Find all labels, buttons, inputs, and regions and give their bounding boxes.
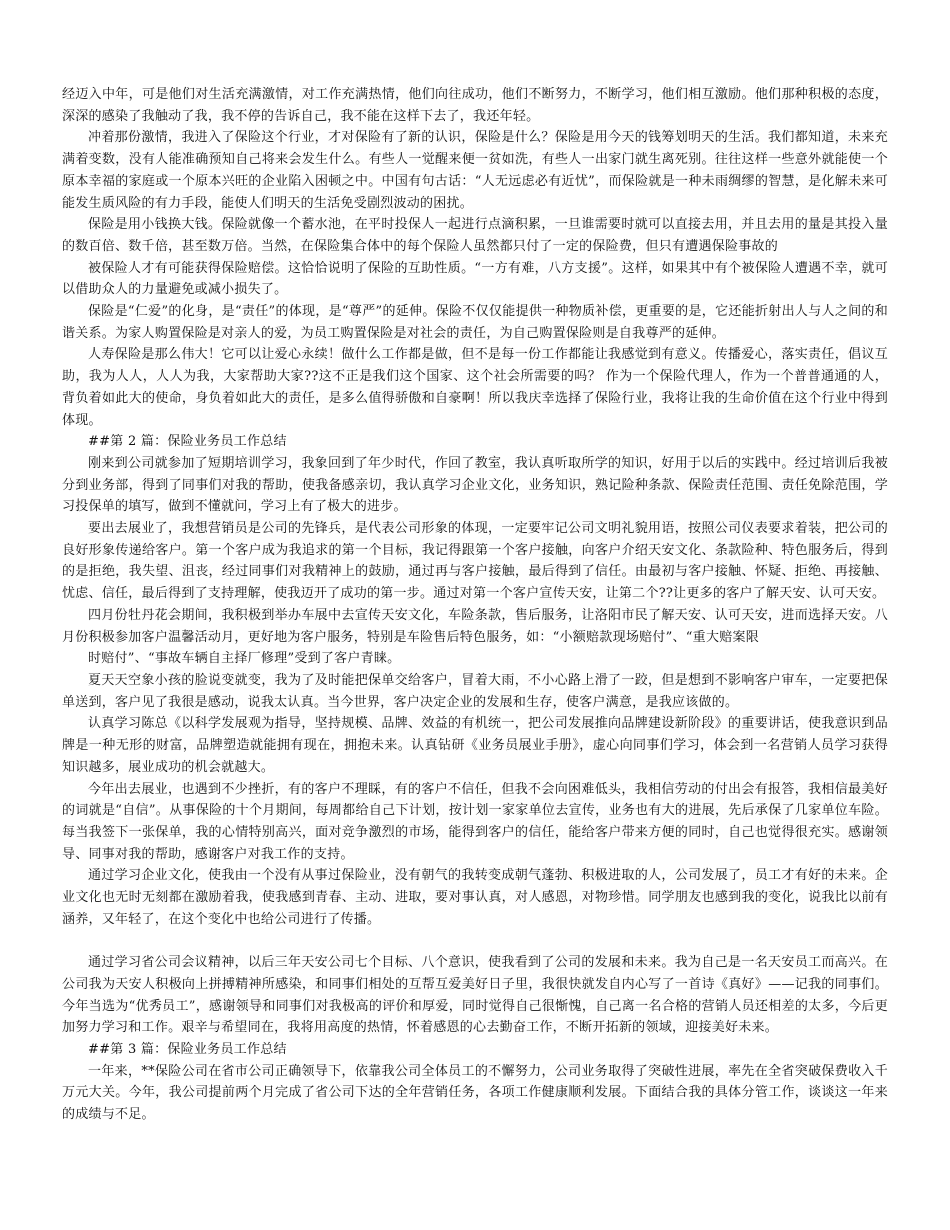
heading-section-3: ##第 3 篇：保险业务员工作总结 [88, 1041, 287, 1057]
paragraph-opening-passion: 经迈入中年，可是他们对生活充满激情，对工作充满热情，他们向往成功，他们不断努力，不断学习，他们相互激励。他们那种积极的态度，深深的感染了我触动了我，我不停的告诉自己，我不能在这样下去了，我还年轻。 [62, 87, 888, 124]
paragraph-peony-fair: 四月份牡丹花会期间，我积极到举办车展中去宣传天安文化，车险条款，售后服务，让洛阳市民了解天安、认可天安，进而选择天安。八月份积极参加客户温馨活动月，更好地为客户服务，特别是车险售后特色服务，如：“小额赔款现场赔付”、“重大赔案限 [62, 607, 888, 645]
paragraph-entering-insurance: 冲着那份激情，我进入了保险这个行业，才对保险有了新的认识，保险是什么？保险是用今天的钱筹划明天的生活。我们都知道，未来充满着变数，没有人能准确预知自己将来会发生什么。有些人一觉醒来便一贫如洗，有些人一出家门就生离死别。往往这样一些意外就能使一个原本幸福的家庭或一个原本兴旺的企业陷入困顿之中。中国有句古话：“人无远虑必有近忧”，而保险就是一种未雨绸缪的智慧，是化解未来可能发生质风险的有力手段，能使人们明天的生活免受剧烈波动的困扰。 [62, 130, 888, 211]
paragraph-life-insurance-great: 人寿保险是那么伟大！它可以让爱心永续！做什么工作都是做，但不是每一份工作都能让我感觉到有意义。传播爱心，落实责任，倡议互助，我为人人，人人为我，大家帮助大家??这不正是我们这个国家、这个社会所需要的吗？ 作为一个保险代理人，作为一个普普通通的人，背负着如此大的使命，身负着如此大的责任，是多么值得骄傲和自豪啊！所以我庆幸选择了保险行业，我将让我的生命价值在这个行业中得到体现。 [62, 347, 888, 428]
paragraph-corporate-culture: 通过学习企业文化，使我由一个没有从事过保险业，没有朝气的我转变成朝气蓬勃、积极进取的人，公司发展了，员工才有好的未来。企业文化也无时无刻都在激励着我，使我感到青春、主动、进取，要对事认真，对人感恩，对物珍惜。同学朋友也感到我的变化，说我比以前有涵养，又年轻了，在这个变化中也给公司进行了传播。 [62, 868, 888, 927]
paragraph-provincial-meeting: 通过学习省公司会议精神，以后三年天安公司七个目标、八个意识，使我看到了公司的发展和未来。我为自己是一名天安员工而高兴。在公司我为天安人积极向上拼搏精神所感染，和同事们相处的互帮互爱美好日子里，我很快就发自内心写了一首诗《真好》——记我的同事们。今年当选为“优秀员工”，感谢领导和同事们对我极高的评价和厚爱，同时觉得自己很惭愧，自己离一名合格的营销人员还相差的太多，今后更加努力学习和工作。艰辛与希望同在，我将用高度的热情，怀着感恩的心去勤奋工作，不断开拓新的领域，迎接美好未来。 [62, 955, 888, 1036]
paragraph-benevolence-responsibility: 保险是“仁爱”的化身，是“责任”的体现，是“尊严”的延伸。保险不仅仅能提供一种物质补偿，更重要的是，它还能折射出人与人之间的和谐关系。为家人购置保险是对亲人的爱，为员工购置保险是对社会的责任，为自己购置保险则是自我尊严的延伸。 [62, 304, 888, 341]
document-body [62, 84, 888, 1126]
paragraph-small-money-big-money: 保险是用小钱换大钱。保险就像一个蓄水池，在平时投保人一起进行点滴积累，一旦谁需要时就可以直接去用，并且去用的量是其投入量的数百倍、数千倍，甚至数万倍。当然，在保险集合体中的每个保险人虽然都只付了一定的保险费，但只有遭遇保险事故的 [62, 217, 888, 254]
paragraph-chen-speech: 认真学习陈总《以科学发展观为指导，坚持规模、品牌、效益的有机统一，把公司发展推向品牌建设新阶段》的重要讲话，使我意识到品牌是一种无形的财富，品牌塑造就能拥有现在，拥抱未来。认真钻研《业务员展业手册》，虚心向同事们学习，体会到一名营销人员学习获得知识越多，展业成功的机会就越大。 [62, 716, 888, 775]
paragraph-first-client: 要出去展业了，我想营销员是公司的先锋兵，是代表公司形象的体现，一定要牢记公司文明礼貌用语，按照公司仪表要求着装，把公司的良好形象传递给客户。第一个客户成为我追求的第一个目标，我记得跟第一个客户接触，向客户介绍天安文化、条款险种、特色服务后，得到的是拒绝，我失望、沮丧，经过同事们对我精神上的鼓励，通过再与客户接触，最后得到了信任。由最初与客户接触、怀疑、拒绝、再接触、忧虑、信任，最后得到了支持理解，使我迈开了成功的第一步。通过对第一个客户宣传天安，让第二个??让更多的客户了解天安、认可天安。 [62, 521, 888, 602]
paragraph-claim-services: 时赔付”、“事故车辆自主择厂修理”受到了客户青睐。 [88, 651, 401, 667]
paragraph-year-review: 一年来，**保险公司在省市公司正确领导下，依靠我公司全体员工的不懈努力，公司业务取得了突破性进展，率先在全省突破保费收入千万元大关。今年，我公司提前两个月完成了省公司下达的全年营销任务，各项工作健康顺利发展。下面结合我的具体分管工作，谈谈这一年来的成绩与不足。 [62, 1063, 888, 1123]
heading-section-2: ##第 2 篇：保险业务员工作总结 [88, 434, 287, 450]
paragraph-summer-rain: 夏天天空象小孩的脸说变就变，我为了及时能把保单交给客户，冒着大雨，不小心路上滑了一跤，但是想到不影响客户审车，一定要把保单送到，客户见了我很是感动，说我太认真。当今世界，客户决定企业的发展和生存，使客户满意，是我应该做的。 [62, 672, 888, 710]
paragraph-setbacks-confidence: 今年出去展业，也遇到不少挫折，有的客户不理睬，有的客户不信任，但我不会向困难低头，我相信劳动的付出会有报答，我相信最美好的词就是“自信”。从事保险的十个月期间，每周都给自己下计划，按计划一家家单位去宣传，业务也有大的进展，先后承保了几家单位车险。每当我签下一张保单，我的心情特别高兴，面对竞争激烈的市场，能得到客户的信任，能给客户带来方便的同时，自己也觉得很充实。感谢领导、同事对我的帮助，感谢客户对我工作的支持。 [62, 781, 888, 862]
spacer-blank-line [62, 930, 888, 952]
paragraph-mutual-aid: 被保险人才有可能获得保险赔偿。这恰恰说明了保险的互助性质。“一方有难，八方支援”。这样，如果其中有个被保险人遭遇不幸，就可以借助众人的力量避免或减小损失了。 [62, 260, 888, 298]
paragraph-training-study: 刚来到公司就参加了短期培训学习，我象回到了年少时代，作回了教室，我认真听取所学的知识，好用于以后的实践中。经过培训后我被分到业务部，得到了同事们对我的帮助，使我备感亲切，我认真学习企业文化，业务知识，熟记险种条款、保险责任范围、责任免除范围，学习投保单的填写，做到不懂就问，学习上有了极大的进步。 [62, 455, 888, 515]
